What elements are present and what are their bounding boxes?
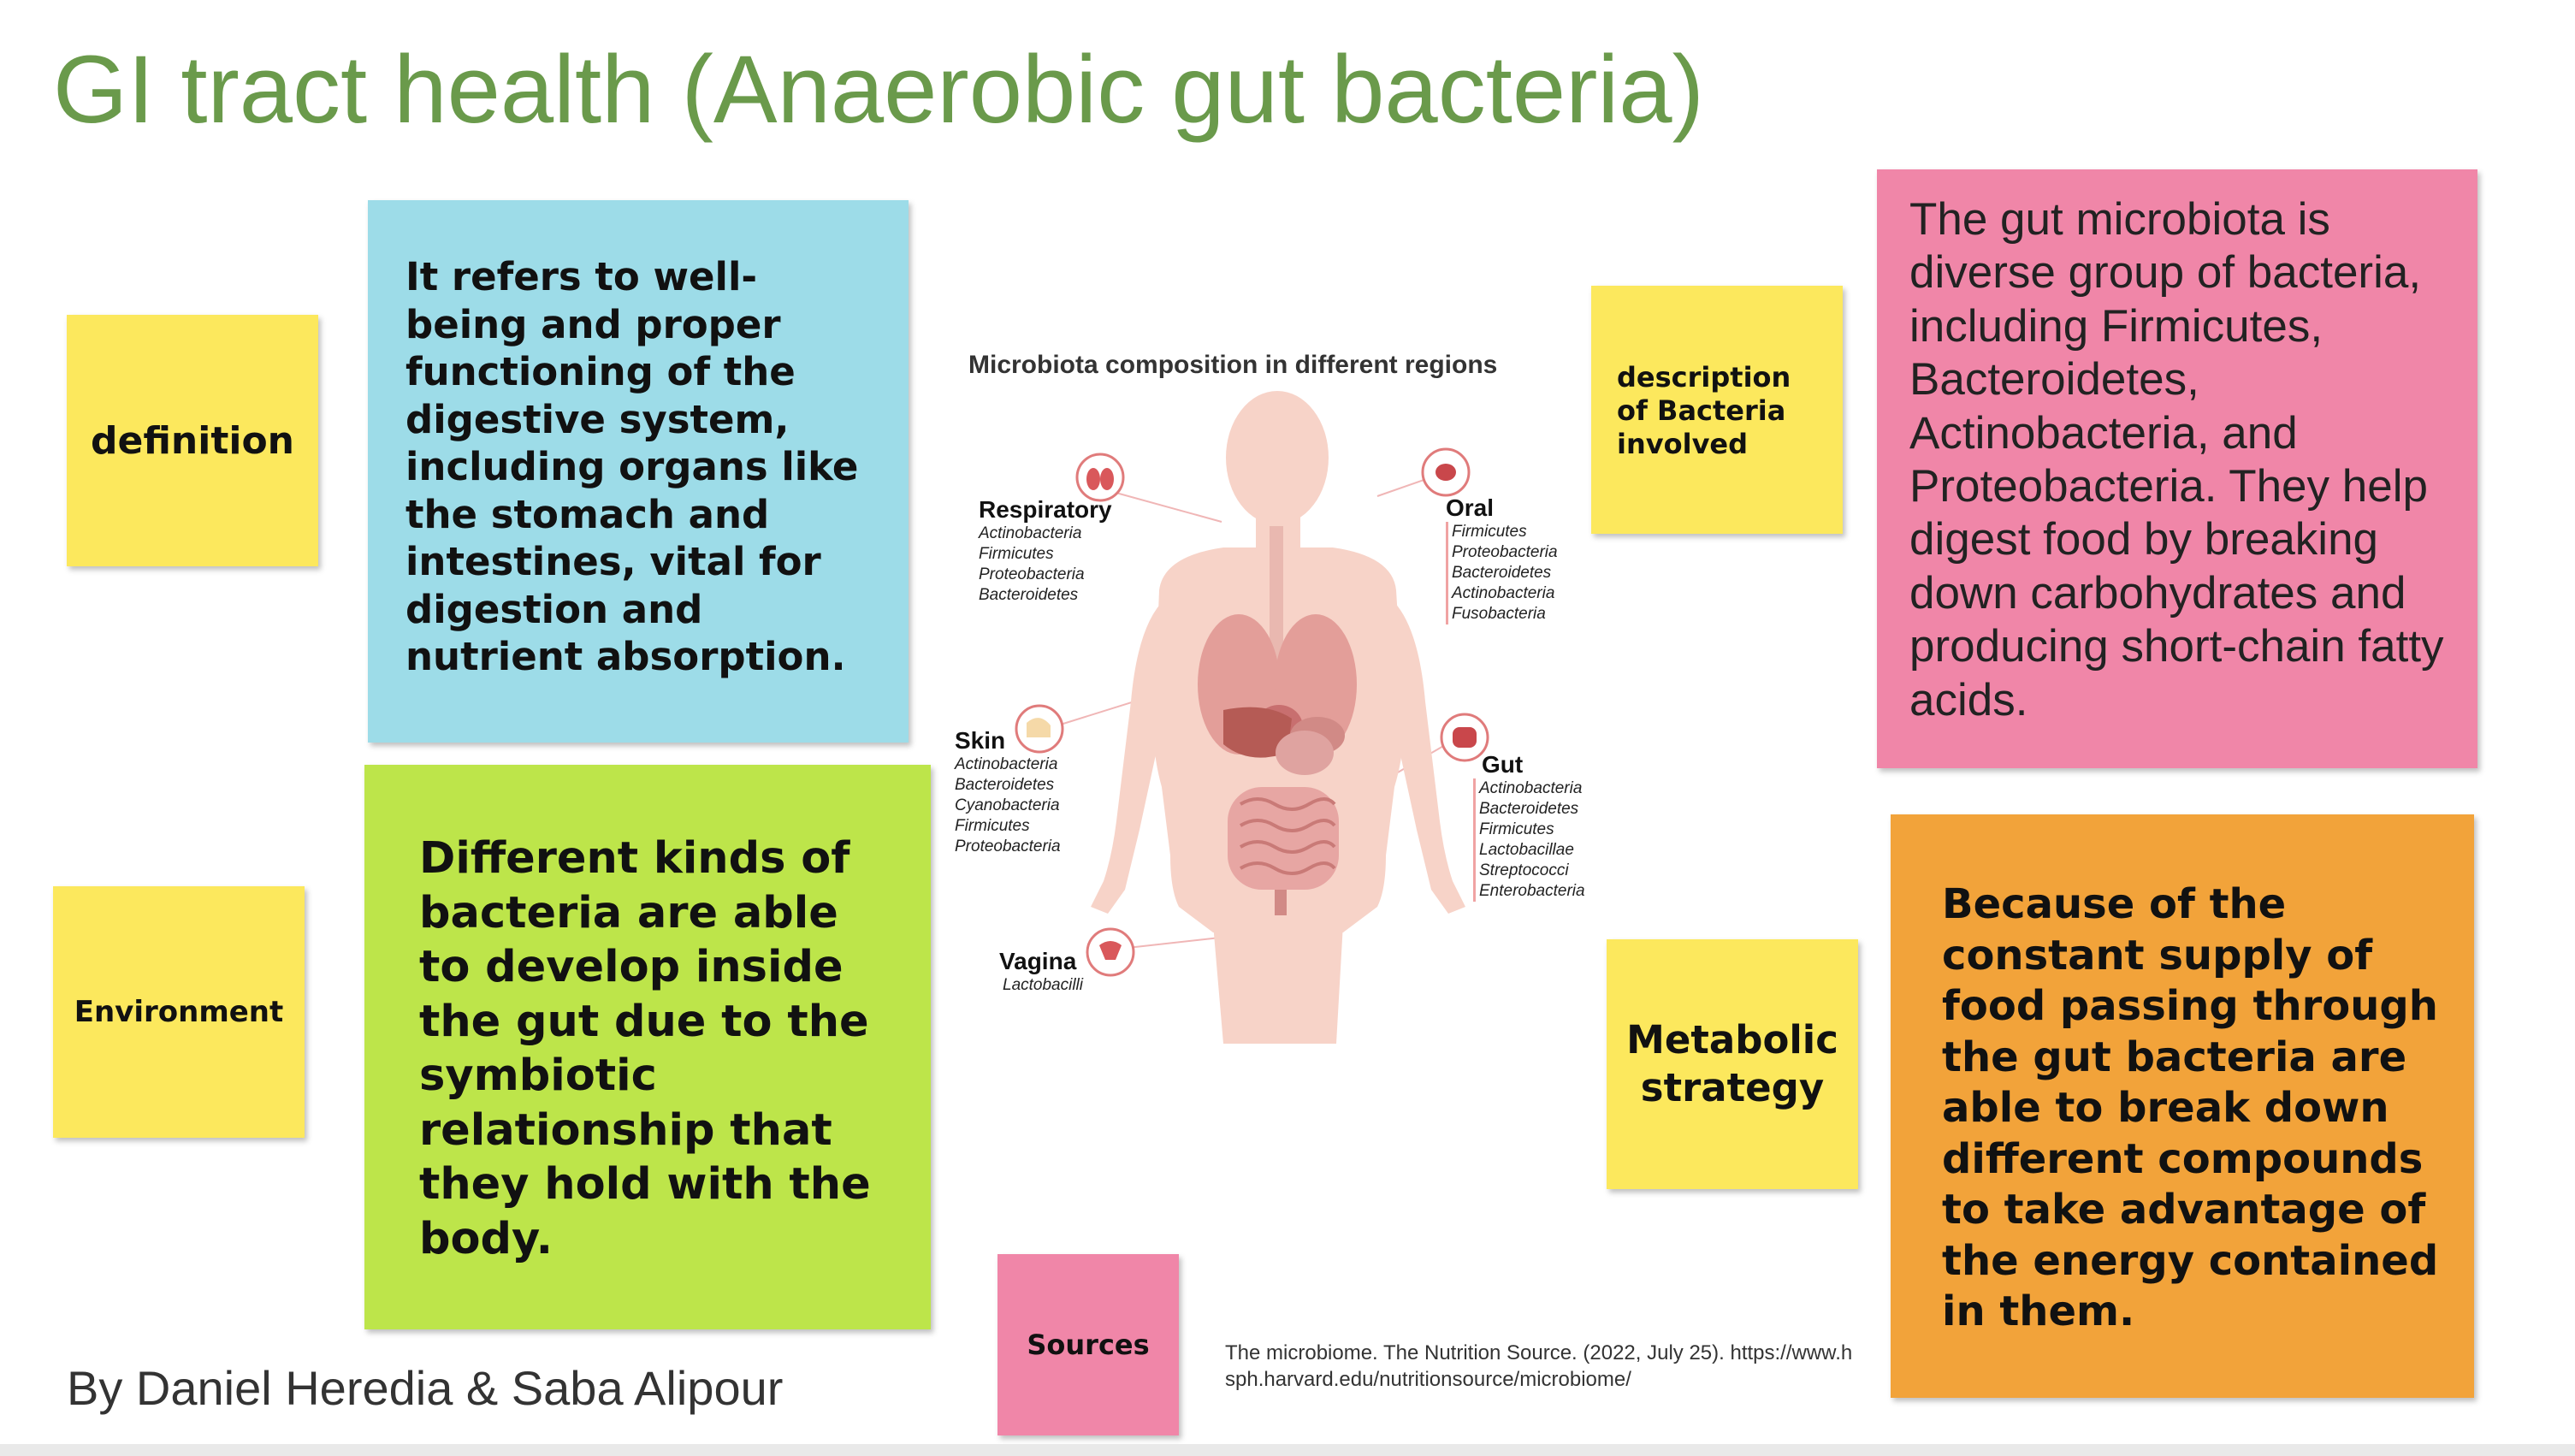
microbiota-figure	[941, 342, 1608, 1061]
bacteria-item: Bacteroidetes	[979, 586, 1079, 604]
bacteria-item: Bacteroidetes	[955, 776, 1055, 794]
authors: By Daniel Heredia & Saba Alipour	[67, 1361, 784, 1415]
bacteria-item: Actinobacteria	[979, 524, 1082, 542]
region-bacteria-respiratory	[979, 524, 1112, 606]
bacteria-item: Firmicutes	[955, 817, 1030, 835]
region-bacteria-skin	[955, 755, 1061, 857]
region-vagina	[999, 948, 1083, 996]
bottom-bar	[0, 1444, 2575, 1456]
environment-label-note[interactable]	[53, 886, 305, 1138]
bacteria-item: Lactobacillae	[1479, 841, 1574, 859]
region-name-skin: Skin	[955, 727, 1006, 754]
metabolic-label: Metabolic strategy	[1626, 1017, 1838, 1110]
description-text-note[interactable]	[1877, 169, 2477, 768]
region-respiratory	[979, 496, 1112, 606]
metabolic-text-note[interactable]	[1891, 814, 2474, 1398]
bacteria-item: Actinobacteria	[955, 755, 1058, 773]
environment-label: Environment	[74, 995, 284, 1029]
description-label: description of Bacteria involved	[1617, 361, 1791, 460]
definition-text-note[interactable]	[368, 200, 909, 743]
bacteria-item: Firmicutes	[979, 545, 1054, 563]
region-bacteria-vagina	[999, 975, 1083, 996]
region-name-oral: Oral	[1446, 494, 1495, 521]
environment-text: Different kinds of bacteria are able to develop inside the gut due to the symbiotic relationship that they hold with the body.	[419, 833, 871, 1264]
bacteria-item: Cyanobacteria	[955, 796, 1060, 814]
bacteria-item: Firmicutes	[1452, 523, 1527, 541]
bacteria-item: Actinobacteria	[1479, 779, 1583, 797]
slide-title: GI tract health (Anaerobic gut bacteria)	[53, 36, 1704, 143]
definition-label: definition	[90, 418, 295, 463]
environment-text-note[interactable]	[364, 765, 931, 1329]
description-text: The gut microbiota is diverse group of bacteria, including Firmicutes, Bacteroidetes, Actinobacteria, and Proteobacteria. They help digest food by breaking down carbohydrates and producing short-chain fatty acids.	[1909, 194, 2444, 725]
description-label-note[interactable]	[1591, 286, 1843, 534]
region-oral	[1446, 494, 1558, 624]
definition-text: It refers to well-being and proper functioning of the digestive system, including organs like the stomach and intestines, vital for digestion and nutrient absorption.	[405, 254, 859, 679]
region-bacteria-oral	[1446, 522, 1558, 624]
bacteria-item: Fusobacteria	[1452, 605, 1546, 623]
bacteria-item: Bacteroidetes	[1452, 564, 1552, 582]
region-gut	[1473, 751, 1585, 902]
metabolic-label-note[interactable]	[1607, 939, 1858, 1189]
bacteria-item: Enterobacteria	[1479, 882, 1585, 900]
source-citation: The microbiome. The Nutrition Source. (2022, July 25). https://www.hsph.harvard.edu/nutritionsource/microbiome/	[1225, 1341, 1853, 1391]
sources-label: Sources	[1027, 1329, 1150, 1361]
bacteria-item: Streptococci	[1479, 861, 1569, 879]
metabolic-text: Because of the constant supply of food passing through the gut bacteria are able to break down different compounds to take advantage of the energy contained in them.	[1942, 880, 2439, 1335]
region-name-gut: Gut	[1482, 751, 1524, 778]
bacteria-item: Bacteroidetes	[1479, 800, 1579, 818]
bacteria-item: Lactobacilli	[1003, 976, 1083, 994]
region-bacteria-gut	[1473, 778, 1585, 902]
bacteria-item: Proteobacteria	[979, 565, 1085, 583]
region-skin	[955, 727, 1061, 857]
figure-title: Microbiota composition in different regions	[968, 351, 1498, 379]
bacteria-item: Proteobacteria	[1452, 543, 1558, 561]
definition-label-note[interactable]	[67, 315, 318, 566]
sources-label-note[interactable]	[997, 1254, 1179, 1435]
region-name-respiratory: Respiratory	[979, 496, 1112, 523]
region-name-vagina: Vagina	[999, 948, 1077, 974]
bacteria-item: Actinobacteria	[1452, 584, 1555, 602]
bacteria-item: Proteobacteria	[955, 837, 1061, 855]
bacteria-item: Firmicutes	[1479, 820, 1554, 838]
